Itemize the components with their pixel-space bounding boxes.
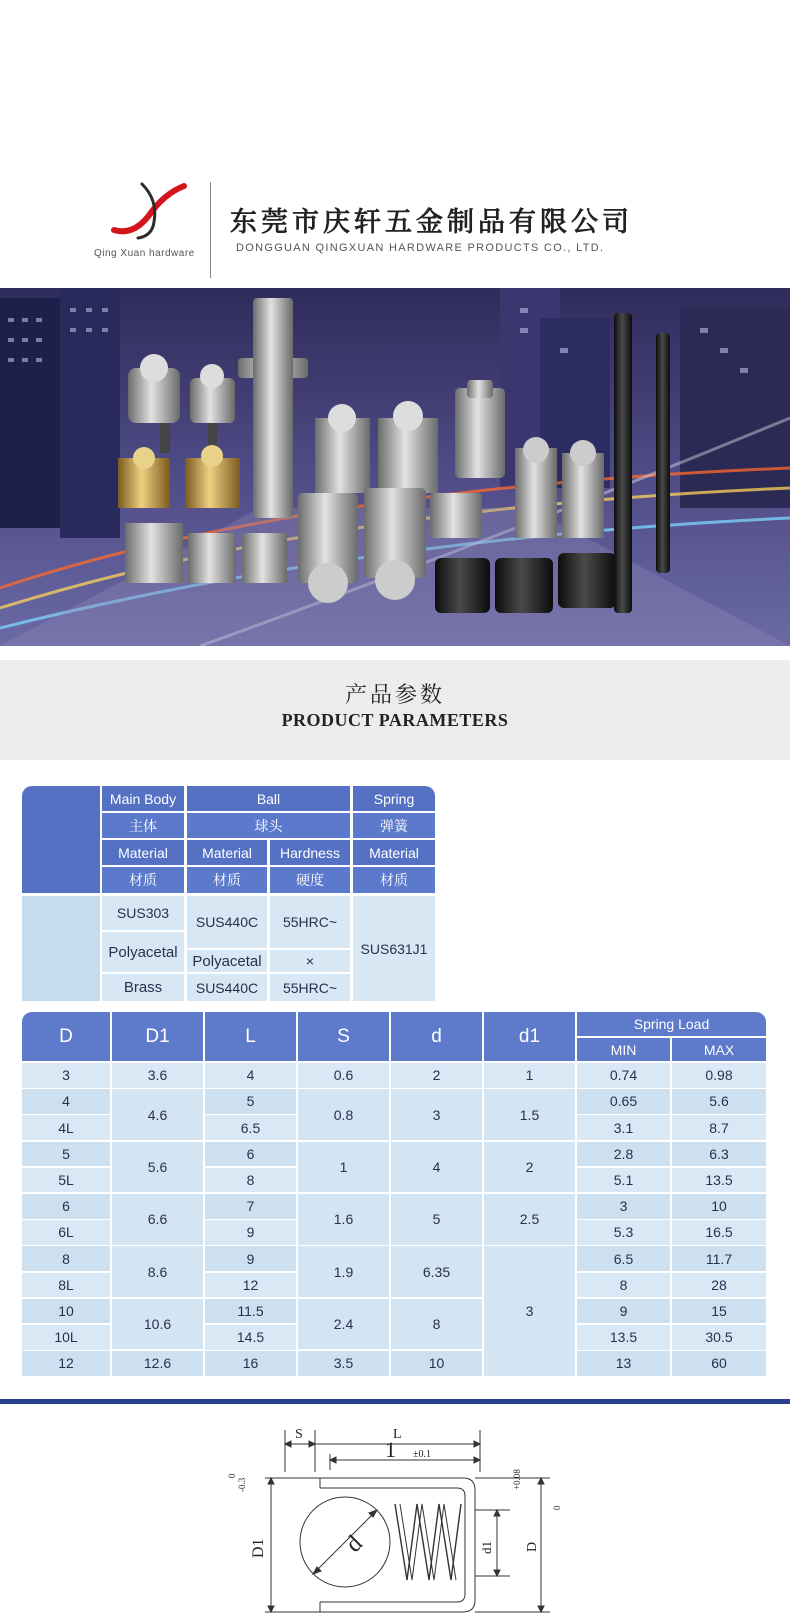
cell-d-0: 2 [391, 1063, 482, 1088]
cell-d-8: 8L [22, 1273, 110, 1298]
header-ball-en: Ball [187, 786, 350, 811]
cell-l-7: 9 [205, 1246, 296, 1271]
header-ball-material-en: Material [187, 840, 267, 865]
col-header-max: MAX [672, 1038, 766, 1061]
dim-tolerance-D: 0 [552, 1505, 562, 1510]
cell-l-2: 6.5 [205, 1115, 296, 1140]
cell-l-11: 16 [205, 1351, 296, 1376]
cell-max-9: 15 [672, 1299, 766, 1324]
cell-d-5: 6 [22, 1194, 110, 1219]
section-divider-rule [0, 1399, 790, 1404]
header-body-material-cn: 材质 [102, 867, 184, 893]
cell-max-5: 10 [672, 1194, 766, 1219]
cell-d-1: 3 [391, 1089, 482, 1140]
cell-d-0: 3 [22, 1063, 110, 1088]
header-hardness-cn: 硬度 [270, 867, 350, 893]
cell-min-3: 2.8 [577, 1142, 670, 1167]
ball-hardness-2: × [270, 950, 350, 972]
header-main-body-cn: 主体 [102, 813, 184, 838]
dim-label-L: L [393, 1427, 402, 1442]
header-ball-material-cn: 材质 [187, 867, 267, 893]
ball-hardness-1: 55HRC~ [270, 896, 350, 948]
cell-min-10: 13.5 [577, 1325, 670, 1350]
cell-d1-3: 2.5 [484, 1194, 575, 1245]
cell-d-4: 5L [22, 1168, 110, 1193]
cell-max-1: 5.6 [672, 1089, 766, 1114]
material-corner-header [22, 786, 100, 893]
dim-tolerance-D1-lower: -0.3 [237, 1477, 247, 1492]
cell-d-6: 10 [391, 1351, 482, 1376]
cell-d1-0: 3.6 [112, 1063, 203, 1088]
cell-d1-5: 10.6 [112, 1299, 203, 1350]
col-header-d: d [391, 1012, 482, 1061]
cell-min-2: 3.1 [577, 1115, 670, 1140]
material-corner-body [22, 896, 100, 1001]
cell-min-1: 0.65 [577, 1089, 670, 1114]
cell-d-11: 12 [22, 1351, 110, 1376]
dim-label-l: 1 [385, 1437, 396, 1462]
cell-s-6: 3.5 [298, 1351, 389, 1376]
logo-text: Qing Xuan hardware [94, 248, 195, 259]
cell-s-3: 1.6 [298, 1194, 389, 1245]
cell-s-5: 2.4 [298, 1299, 389, 1350]
cell-min-11: 13 [577, 1351, 670, 1376]
cell-s-2: 1 [298, 1142, 389, 1193]
cell-max-4: 13.5 [672, 1168, 766, 1193]
cell-d-4: 6.35 [391, 1246, 482, 1297]
cell-d1-1: 4.6 [112, 1089, 203, 1140]
cell-l-4: 8 [205, 1168, 296, 1193]
col-header-D1: D1 [112, 1012, 203, 1061]
cell-min-4: 5.1 [577, 1168, 670, 1193]
cell-d1-1: 1.5 [484, 1089, 575, 1140]
cell-max-2: 8.7 [672, 1115, 766, 1140]
company-name-en: DONGGUAN QINGXUAN HARDWARE PRODUCTS CO., LTD. [236, 242, 605, 254]
ball-plunger-diagram [225, 1410, 585, 1622]
header-spring-material-cn: 材质 [353, 867, 435, 893]
dim-tolerance-l: ±0.1 [413, 1449, 431, 1460]
ball-hardness-3: 55HRC~ [270, 974, 350, 1001]
cell-max-11: 60 [672, 1351, 766, 1376]
cell-min-5: 3 [577, 1194, 670, 1219]
cell-min-0: 0.74 [577, 1063, 670, 1088]
cell-d-2: 4 [391, 1142, 482, 1193]
cell-l-8: 12 [205, 1273, 296, 1298]
company-name-cn: 东莞市庆轩五金制品有限公司 [230, 207, 633, 238]
cell-d1-2: 5.6 [112, 1142, 203, 1193]
header-spring-en: Spring [353, 786, 435, 811]
header-spring-cn: 弹簧 [353, 813, 435, 838]
cell-l-6: 9 [205, 1220, 296, 1245]
cell-d-3: 5 [22, 1142, 110, 1167]
body-material-3: Brass [102, 974, 184, 1001]
header-divider [210, 182, 211, 278]
cell-d1-6: 12.6 [112, 1351, 203, 1376]
cell-d1-2: 2 [484, 1142, 575, 1193]
cell-max-3: 6.3 [672, 1142, 766, 1167]
ball-material-2: Polyacetal [187, 950, 267, 972]
section-title-cn: 产品参数 [344, 683, 445, 708]
cell-max-10: 30.5 [672, 1325, 766, 1350]
cell-s-4: 1.9 [298, 1246, 389, 1297]
col-header-spring-load: Spring Load [577, 1012, 766, 1036]
cell-max-0: 0.98 [672, 1063, 766, 1088]
cell-l-9: 11.5 [205, 1299, 296, 1324]
col-header-S: S [298, 1012, 389, 1061]
cell-d-3: 5 [391, 1194, 482, 1245]
body-material-1: SUS303 [102, 896, 184, 930]
header-hardness-en: Hardness [270, 840, 350, 865]
dim-tolerance-D1-upper: 0 [227, 1473, 237, 1478]
spring-material: SUS631J1 [353, 896, 435, 1001]
section-title-en: PRODUCT PARAMETERS [281, 710, 509, 730]
cell-d-6: 6L [22, 1220, 110, 1245]
col-header-d1: d1 [484, 1012, 575, 1061]
cell-l-5: 7 [205, 1194, 296, 1219]
dim-label-S: S [295, 1427, 303, 1442]
col-header-min: MIN [577, 1038, 670, 1061]
cell-s-0: 0.6 [298, 1063, 389, 1088]
cell-d1-4: 3 [484, 1246, 575, 1375]
dim-label-D: D [525, 1541, 540, 1552]
cell-min-8: 8 [577, 1273, 670, 1298]
dim-label-D1: D1 [250, 1538, 267, 1558]
material-table [22, 786, 442, 1001]
cell-d-10: 10L [22, 1325, 110, 1350]
cell-min-9: 9 [577, 1299, 670, 1324]
product-banner-image [0, 288, 790, 646]
cell-max-8: 28 [672, 1273, 766, 1298]
cell-l-10: 14.5 [205, 1325, 296, 1350]
cell-max-6: 16.5 [672, 1220, 766, 1245]
cell-d1-3: 6.6 [112, 1194, 203, 1245]
body-material-2: Polyacetal [102, 932, 184, 972]
col-header-L: L [205, 1012, 296, 1061]
cell-d1-0: 1 [484, 1063, 575, 1088]
dimension-table [22, 1012, 766, 1382]
cell-min-7: 6.5 [577, 1246, 670, 1271]
cell-min-6: 5.3 [577, 1220, 670, 1245]
cell-l-3: 6 [205, 1142, 296, 1167]
dim-tolerance-d1: +0.08 [512, 1469, 522, 1490]
ball-material-3: SUS440C [187, 974, 267, 1001]
cell-d-9: 10 [22, 1299, 110, 1324]
cell-s-1: 0.8 [298, 1089, 389, 1140]
company-logo [108, 180, 190, 240]
header-ball-cn: 球头 [187, 813, 350, 838]
cell-l-0: 4 [205, 1063, 296, 1088]
cell-d1-4: 8.6 [112, 1246, 203, 1297]
header-spring-material-en: Material [353, 840, 435, 865]
cell-d-1: 4 [22, 1089, 110, 1114]
cell-d-2: 4L [22, 1115, 110, 1140]
dim-label-d: d [340, 1530, 368, 1558]
ball-material-1: SUS440C [187, 896, 267, 948]
dim-label-d1: d1 [479, 1541, 494, 1554]
cell-max-7: 11.7 [672, 1246, 766, 1271]
header-body-material-en: Material [102, 840, 184, 865]
cell-d-5: 8 [391, 1299, 482, 1350]
cell-d-7: 8 [22, 1246, 110, 1271]
col-header-D: D [22, 1012, 110, 1061]
header-main-body-en: Main Body [102, 786, 184, 811]
cell-l-1: 5 [205, 1089, 296, 1114]
